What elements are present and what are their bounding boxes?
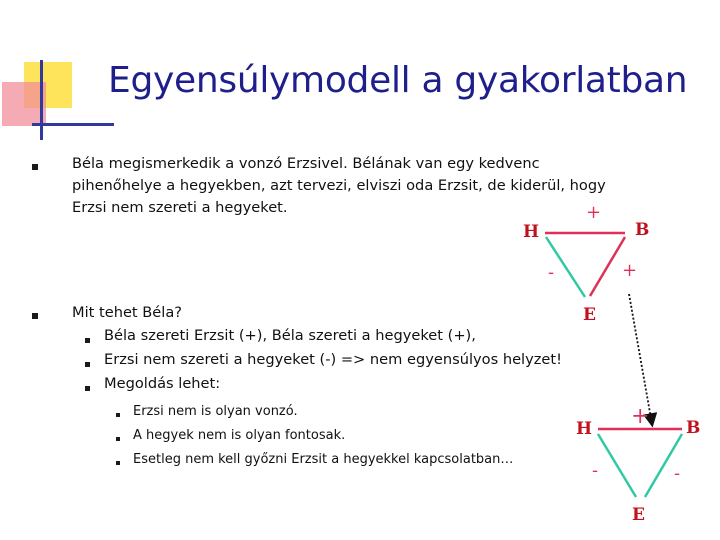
solution-1: Erzsi nem is olyan vonzó. [133,404,298,419]
subpoint-3: Megoldás lehet: [104,375,221,392]
sign-h-b-before: + [586,202,602,223]
paragraph-line-2: pihenőhelye a hegyekben, azt tervezi, elviszi oda Erzsit, de kiderül, hogy [72,177,606,194]
edge-b-e-before [590,237,625,296]
node-e-before: E [583,305,596,325]
sign-h-e-before: - [548,262,555,283]
sign-h-b-after: + [631,404,650,429]
page-title: Egyensúlymodell a gyakorlatban [108,60,688,101]
node-b-after: B [686,418,701,438]
subpoint-1: Béla szereti Erzsit (+), Béla szereti a hegyeket (+), [104,327,476,344]
sign-h-e-after: - [592,460,599,481]
paragraph-line-1: Béla megismerkedik a vonzó Erzsivel. Bélának van egy kedvenc [72,155,540,172]
sign-b-e-before: + [622,260,638,281]
node-h-after: H [576,419,593,439]
solution-2: A hegyek nem is olyan fontosak. [133,428,346,443]
node-b-before: B [635,220,650,240]
edge-h-e-after [598,434,636,497]
solution-3: Esetleg nem kell győzni Erzsit a hegyekkel kapcsolatban… [133,452,514,467]
paragraph-line-3: Erzsi nem szereti a hegyeket. [72,199,288,216]
question-text: Mit tehet Béla? [72,304,183,321]
sign-b-e-after: - [674,463,681,484]
node-h-before: H [523,222,540,242]
subpoint-2: Erzsi nem szereti a hegyeket (-) => nem egyensúlyos helyzet! [104,351,562,368]
node-e-after: E [632,505,645,525]
